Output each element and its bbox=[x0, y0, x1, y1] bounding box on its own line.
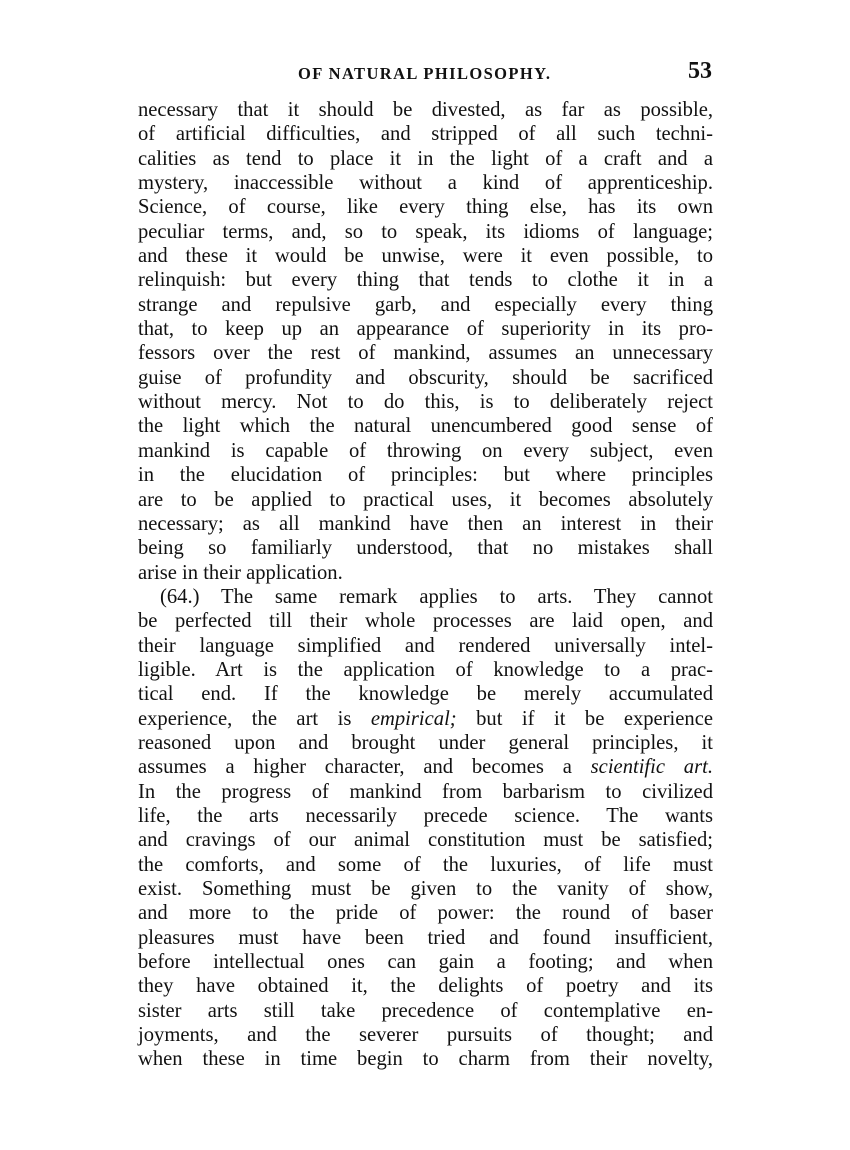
text-line: guise of profundity and obscurity, should be sacrificed bbox=[138, 366, 713, 389]
text-line: Science, of course, like every thing else, has its own bbox=[138, 196, 713, 219]
text-line: relinquish: but every thing that tends to clothe it in a bbox=[138, 269, 713, 292]
text-line: their language simplified and rendered universally intel- bbox=[138, 634, 713, 657]
text-line: be perfected till their whole processes are laid open, and bbox=[138, 610, 713, 633]
text-line bbox=[138, 755, 713, 779]
text-line: without mercy. Not to do this, is to deliberately reject bbox=[138, 391, 713, 414]
text-line: being so familiarly understood, that no mistakes shall bbox=[138, 537, 713, 560]
text-line: joyments, and the severer pursuits of thought; and bbox=[138, 1024, 713, 1047]
text-line: arise in their application. bbox=[138, 561, 343, 584]
text-segment: experience, the art is bbox=[138, 707, 371, 730]
text-line: of artificial difficulties, and stripped of all such techni- bbox=[138, 123, 713, 146]
running-head bbox=[138, 58, 712, 88]
text-line: the light which the natural unencumbered good sense of bbox=[138, 415, 713, 438]
body-text bbox=[138, 98, 713, 1072]
text-line: the comforts, and some of the luxuries, of life must bbox=[138, 853, 713, 876]
text-line: when these in time begin to charm from their novelty, bbox=[138, 1048, 713, 1071]
text-line: pleasures must have been tried and found insufficient, bbox=[138, 926, 713, 949]
text-line: before intellectual ones can gain a footing; and when bbox=[138, 951, 713, 974]
text-line: tical end. If the knowledge be merely accumulated bbox=[138, 683, 713, 706]
text-line: exist. Something must be given to the vanity of show, bbox=[138, 878, 713, 900]
text-line bbox=[138, 707, 713, 731]
paragraph-64-opening: (64.) The same remark applies to arts. They cannot bbox=[160, 585, 713, 608]
text-line: ligible. Art is the application of knowledge to a prac- bbox=[138, 658, 713, 681]
text-line: are to be applied to practical uses, it becomes absolutely bbox=[138, 488, 713, 511]
text-line: reasoned upon and brought under general principles, it bbox=[138, 731, 713, 754]
text-line: that, to keep up an appearance of superiority in its pro- bbox=[138, 318, 713, 341]
text-line: calities as tend to place it in the light of a craft and a bbox=[138, 147, 713, 170]
text-line: they have obtained it, the delights of poetry and its bbox=[138, 975, 713, 998]
text-segment: but if it be experience bbox=[456, 707, 713, 730]
paragraph-continued bbox=[138, 98, 713, 585]
text-line: life, the arts necessarily precede science. The wants bbox=[138, 804, 713, 827]
text-line: necessary that it should be divested, as far as possible, bbox=[138, 99, 713, 121]
text-line: fessors over the rest of mankind, assumes an unnecessary bbox=[138, 342, 713, 365]
page-number: 53 bbox=[688, 58, 712, 84]
text-line: mystery, inaccessible without a kind of apprenticeship. bbox=[138, 172, 713, 195]
text-line bbox=[138, 585, 713, 609]
italic-term-scientific-art: scientific art. bbox=[590, 756, 713, 779]
text-segment: assumes a higher character, and becomes a bbox=[138, 756, 591, 779]
paragraph-64 bbox=[138, 585, 713, 1072]
text-line: necessary; as all mankind have then an interest in their bbox=[138, 512, 713, 535]
text-line: peculiar terms, and, so to speak, its idioms of language; bbox=[138, 220, 713, 243]
text-line: and more to the pride of power: the round of baser bbox=[138, 902, 713, 925]
text-line: and cravings of our animal constitution must be satisfied; bbox=[138, 829, 713, 852]
running-title: OF NATURAL PHILOSOPHY. bbox=[298, 64, 552, 83]
text-line: In the progress of mankind from barbarism to civilized bbox=[138, 780, 713, 803]
text-line: strange and repulsive garb, and especially every thing bbox=[138, 293, 713, 316]
italic-term-empirical: empirical; bbox=[370, 707, 457, 730]
text-line: and these it would be unwise, were it even possible, to bbox=[138, 245, 713, 268]
text-line: mankind is capable of throwing on every subject, even bbox=[138, 439, 713, 462]
text-line: in the elucidation of principles: but where principles bbox=[138, 464, 713, 487]
text-line: sister arts still take precedence of contemplative en- bbox=[138, 999, 713, 1022]
